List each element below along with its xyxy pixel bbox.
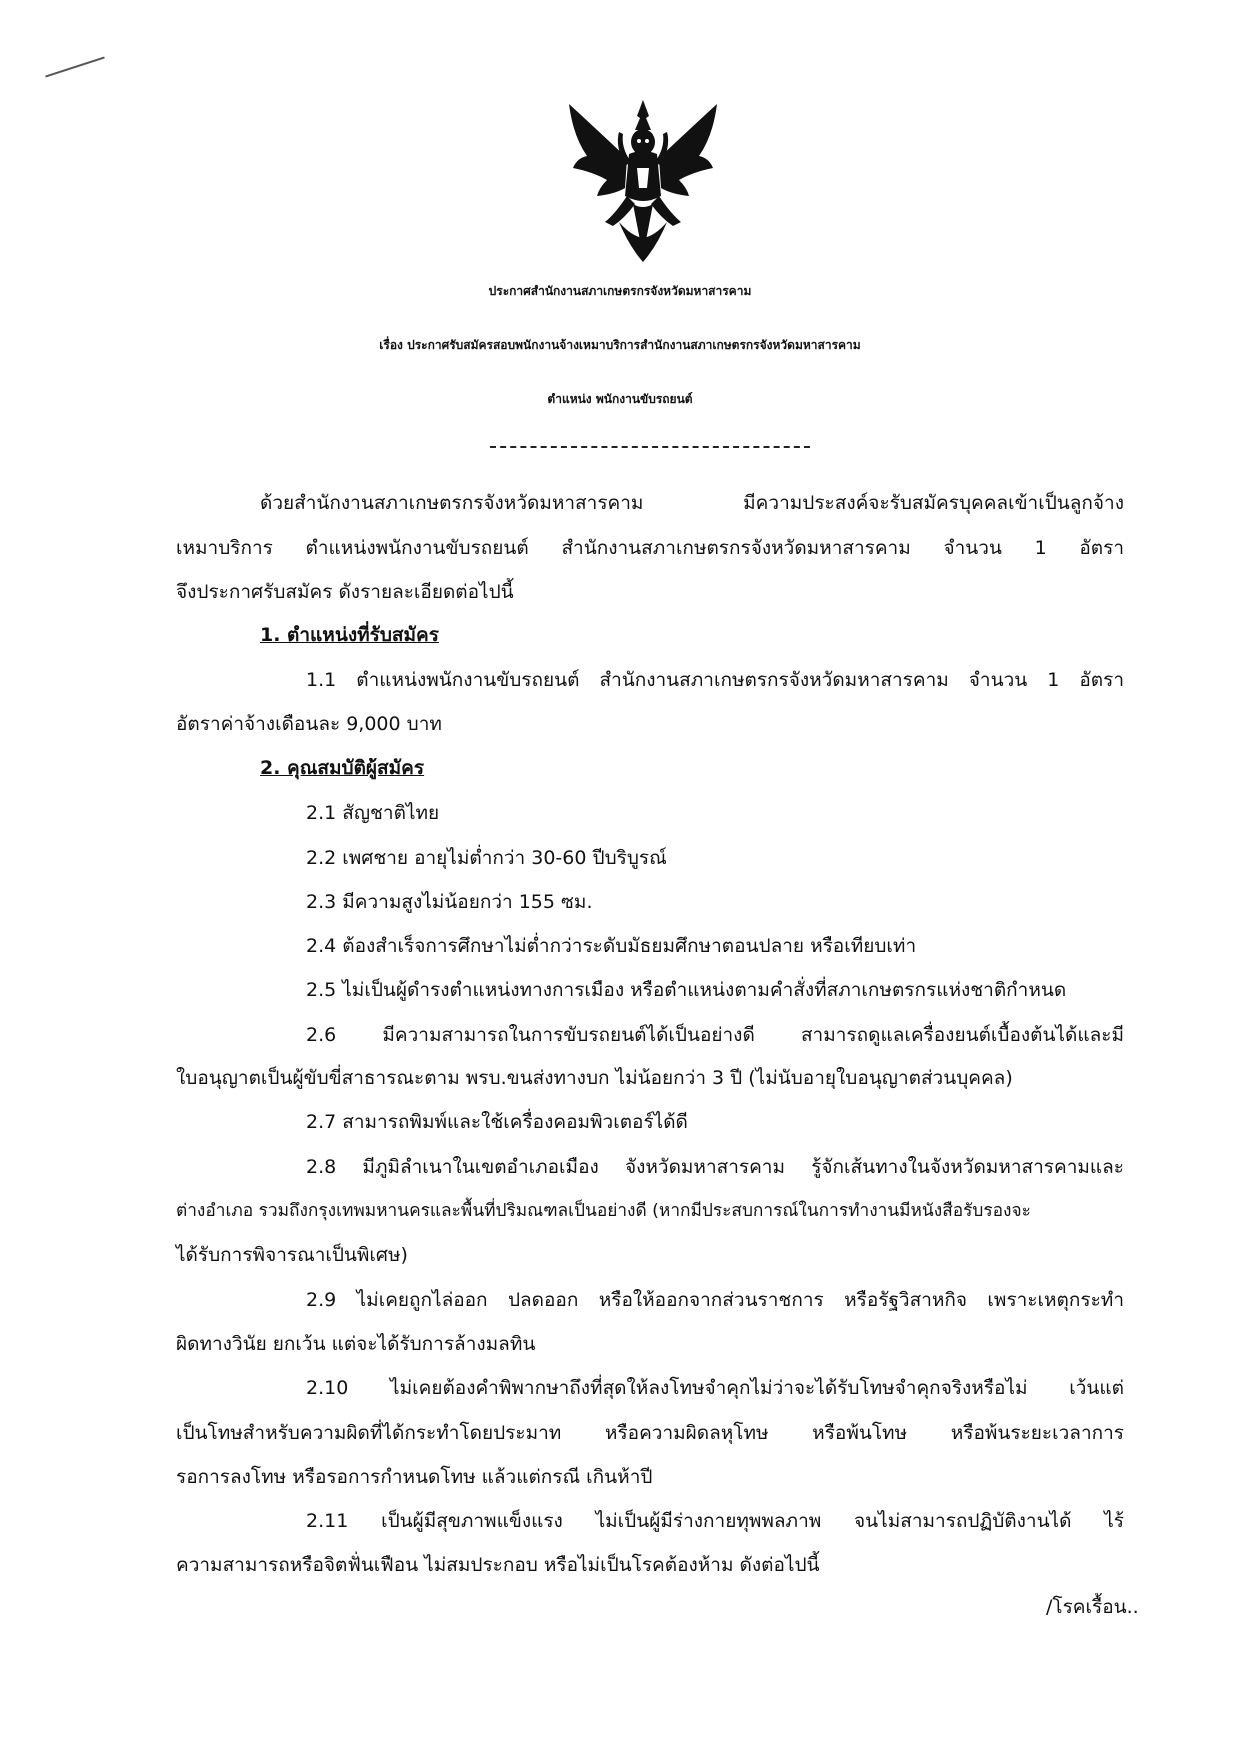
- announcement-subject: เรื่อง ประกาศรับสมัครสอบพนักงานจ้างเหมาบริการสำนักงานสภาเกษตรกรจังหวัดมหาสารคาม: [379, 338, 861, 352]
- qualification-item: รอการลงโทษ หรือรอการกำหนดโทษ แล้วแต่กรณี เกินห้าปี: [176, 1466, 653, 1488]
- qualification-item: 2.7 สามารถพิมพ์และใช้เครื่องคอมพิวเตอร์ได้ดี: [306, 1111, 688, 1133]
- section-line: 1.1 ตำแหน่งพนักงานขับรถยนต์ สำนักงานสภาเกษตรกรจังหวัดมหาสารคาม จำนวน 1 อัตรา: [306, 669, 1124, 691]
- section-line: อัตราค่าจ้างเดือนละ 9,000 บาท: [176, 713, 442, 735]
- qualification-item: ได้รับการพิจารณาเป็นพิเศษ): [176, 1244, 408, 1266]
- qualification-item: ผิดทางวินัย ยกเว้น แต่จะได้รับการล้างมลทิน: [176, 1333, 536, 1355]
- qualification-item: 2.2 เพศชาย อายุไม่ต่ำกว่า 30-60 ปีบริบูรณ์: [306, 847, 667, 869]
- qualification-item: 2.1 สัญชาติไทย: [306, 802, 440, 824]
- qualification-item: 2.4 ต้องสำเร็จการศึกษาไม่ต่ำกว่าระดับมัธยมศึกษาตอนปลาย หรือเทียบเท่า: [306, 935, 917, 957]
- qualification-item: 2.8 มีภูมิลำเนาในเขตอำเภอเมือง จังหวัดมหาสารคาม รู้จักเส้นทางในจังหวัดมหาสารคามและ: [306, 1156, 1124, 1178]
- qualification-item: ใบอนุญาตเป็นผู้ขับขี่สาธารณะตาม พรบ.ขนส่งทางบก ไม่น้อยกว่า 3 ปี (ไม่นับอายุใบอนุญาตส่วนบุคคล): [176, 1067, 1013, 1089]
- qualification-item: 2.5 ไม่เป็นผู้ดำรงตำแหน่งทางการเมือง หรือตำแหน่งตามคำสั่งที่สภาเกษตรกรแห่งชาติกำหนด: [306, 979, 1067, 1001]
- qualification-item: เป็นโทษสำหรับความผิดที่ได้กระทำโดยประมาท หรือความผิดลหุโทษ หรือพ้นโทษ หรือพ้นระยะเวลาการ: [176, 1422, 1124, 1444]
- section-heading: 1. ตำแหน่งที่รับสมัคร: [260, 624, 439, 646]
- intro-line: ด้วยสำนักงานสภาเกษตรกรจังหวัดมหาสารคาม มีความประสงค์จะรับสมัครบุคคลเข้าเป็นลูกจ้าง: [260, 492, 1124, 514]
- intro-line: จึงประกาศรับสมัคร ดังรายละเอียดต่อไปนี้: [176, 581, 514, 603]
- divider: [490, 446, 810, 448]
- qualification-item: ต่างอำเภอ รวมถึงกรุงเทพมหานครและพื้นที่ปริมณฑลเป็นอย่างดี (หากมีประสบการณ์ในการทำงานมีหนังสือรับรองจะ: [176, 1201, 1031, 1221]
- qualification-item: 2.6 มีความสามารถในการขับรถยนต์ได้เป็นอย่างดี สามารถดูแลเครื่องยนต์เบื้องต้นได้และมี: [306, 1024, 1124, 1046]
- qualification-item: 2.9 ไม่เคยถูกไล่ออก ปลดออก หรือให้ออกจากส่วนราชการ หรือรัฐวิสาหกิจ เพราะเหตุกระทำ: [306, 1289, 1124, 1311]
- qualification-item: ความสามารถหรือจิตฟั่นเฟือน ไม่สมประกอบ หรือไม่เป็นโรคต้องห้าม ดังต่อไปนี้: [176, 1554, 820, 1576]
- intro-line: เหมาบริการ ตำแหน่งพนักงานขับรถยนต์ สำนักงานสภาเกษตรกรจังหวัดมหาสารคาม จำนวน 1 อัตรา: [176, 537, 1124, 559]
- continuation-note: /โรคเรื้อน..: [1046, 1596, 1139, 1618]
- section-heading: 2. คุณสมบัติผู้สมัคร: [260, 757, 425, 779]
- scan-mark: [45, 56, 105, 77]
- qualification-item: 2.3 มีความสูงไม่น้อยกว่า 155 ซม.: [306, 891, 593, 913]
- qualification-item: 2.11 เป็นผู้มีสุขภาพแข็งแรง ไม่เป็นผู้มีร่างกายทุพพลภาพ จนไม่สามารถปฏิบัติงานได้ ไร้: [306, 1510, 1124, 1532]
- qualification-item: 2.10 ไม่เคยต้องคำพิพากษาถึงที่สุดให้ลงโทษจำคุกไม่ว่าจะได้รับโทษจำคุกจริงหรือไม่ เว้นแต่: [306, 1377, 1124, 1399]
- announcement-position: ตำแหน่ง พนักงานขับรถยนต์: [547, 392, 693, 406]
- garuda-emblem-icon: [563, 96, 723, 264]
- announcement-org-title: ประกาศสำนักงานสภาเกษตรกรจังหวัดมหาสารคาม: [488, 284, 752, 298]
